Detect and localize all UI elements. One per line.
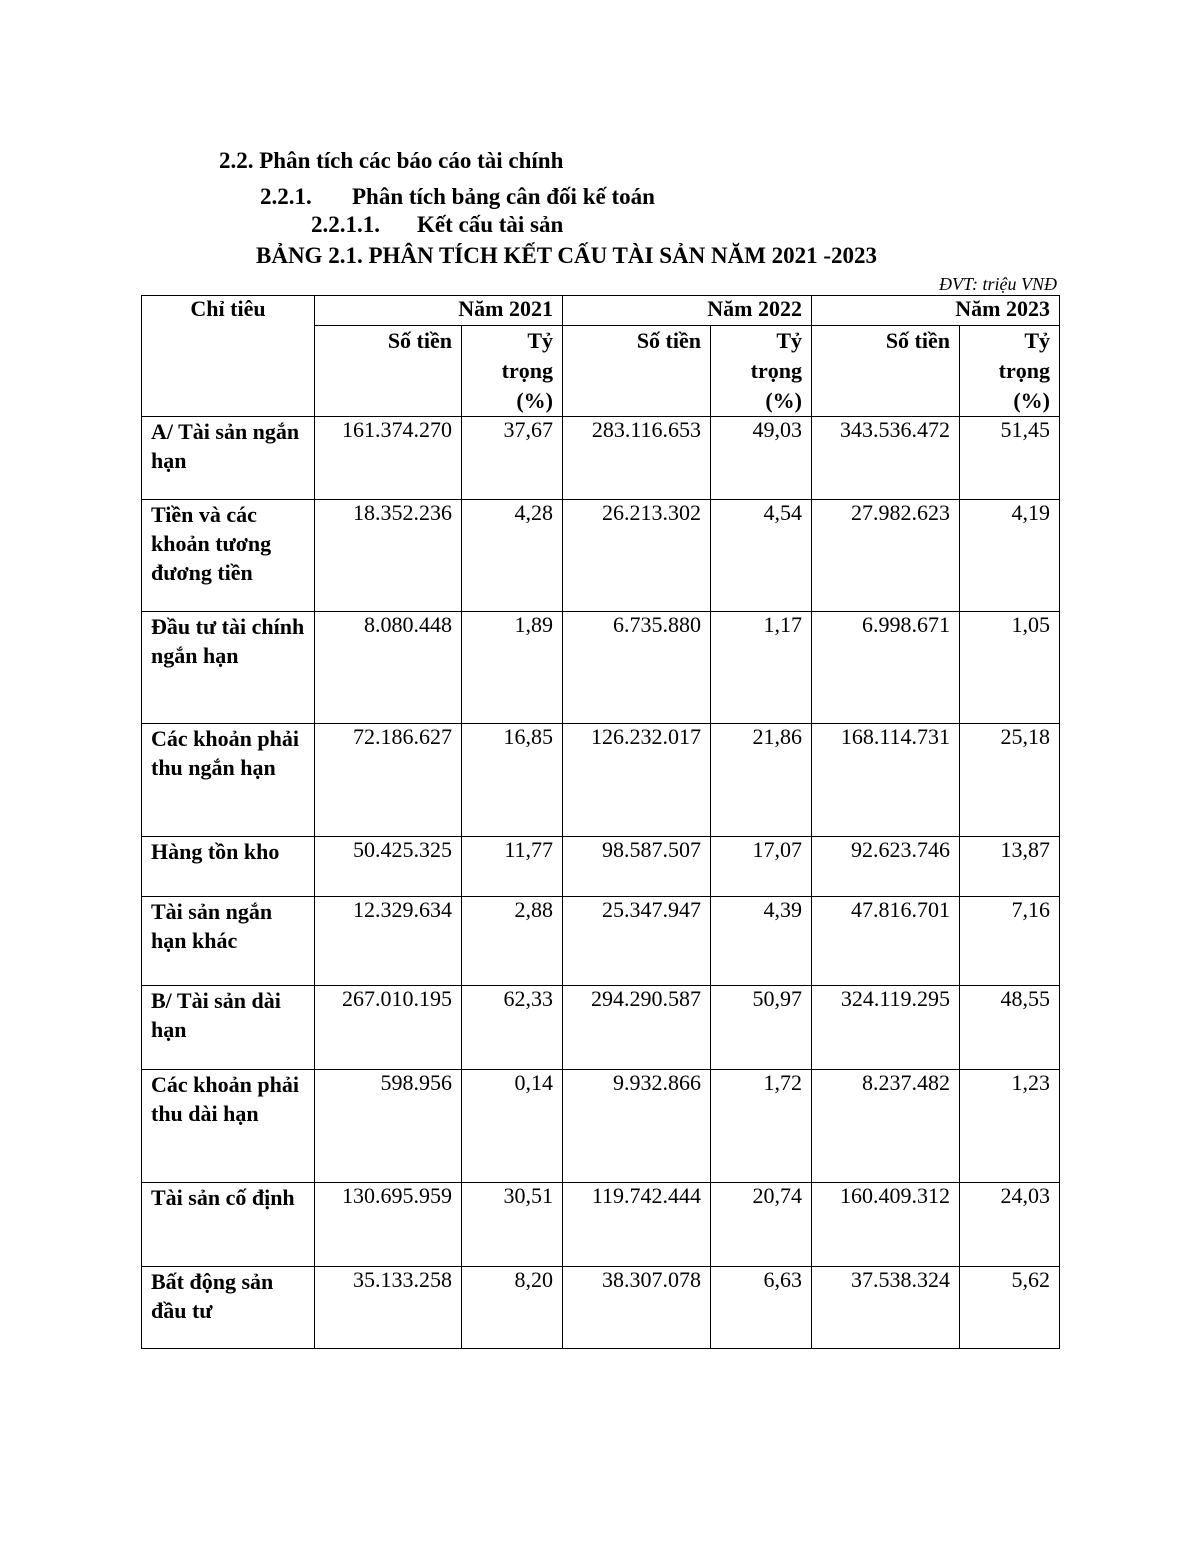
ratio-cell: 8,20: [462, 1267, 563, 1349]
ratio-cell: 11,77: [462, 837, 563, 897]
amount-cell: 119.742.444: [563, 1183, 711, 1267]
header-ratio-line: trọng: [998, 358, 1050, 383]
table-title: BẢNG 2.1. PHÂN TÍCH KẾT CẤU TÀI SẢN NĂM 2021 -2023: [256, 243, 878, 268]
amount-cell: 161.374.270: [315, 417, 462, 500]
ratio-cell: 1,89: [462, 612, 563, 724]
ratio-cell: 20,74: [711, 1183, 812, 1267]
ratio-cell: 21,86: [711, 724, 812, 837]
amount-cell: 38.307.078: [563, 1267, 711, 1349]
header-amount: Số tiền: [563, 326, 711, 417]
ratio-cell: 51,45: [960, 417, 1060, 500]
header-ratio-line: (%): [516, 388, 553, 413]
table-row: [142, 417, 1060, 500]
unit-note: ĐVT: triệu VNĐ: [938, 274, 1057, 294]
table-row: [142, 986, 1060, 1070]
subsection-heading: [260, 184, 655, 210]
ratio-cell: 6,63: [711, 1267, 812, 1349]
header-amount: Số tiền: [812, 326, 960, 417]
amount-cell: 8.237.482: [812, 1070, 960, 1183]
amount-cell: 126.232.017: [563, 724, 711, 837]
table-row: [142, 897, 1060, 986]
amount-cell: 72.186.627: [315, 724, 462, 837]
ratio-cell: 1,23: [960, 1070, 1060, 1183]
amount-cell: 160.409.312: [812, 1183, 960, 1267]
amount-cell: 98.587.507: [563, 837, 711, 897]
header-ratio-line: (%): [765, 388, 802, 413]
header-ratio: [711, 326, 812, 417]
header-ratio-line: (%): [1013, 388, 1050, 413]
amount-cell: 267.010.195: [315, 986, 462, 1070]
ratio-cell: 4,54: [711, 500, 812, 612]
ratio-cell: 50,97: [711, 986, 812, 1070]
header-ratio: [462, 326, 563, 417]
amount-cell: 25.347.947: [563, 897, 711, 986]
amount-cell: 8.080.448: [315, 612, 462, 724]
ratio-cell: 1,72: [711, 1070, 812, 1183]
amount-cell: 168.114.731: [812, 724, 960, 837]
header-amount: Số tiền: [315, 326, 462, 417]
table-body: [142, 417, 1060, 1349]
amount-cell: 26.213.302: [563, 500, 711, 612]
row-label: Các khoản phải thu ngắn hạn: [142, 724, 315, 837]
ratio-cell: 37,67: [462, 417, 563, 500]
row-label: Bất động sản đầu tư: [142, 1267, 315, 1349]
header-ratio-line: Tỷ: [527, 328, 553, 353]
amount-cell: 130.695.959: [315, 1183, 462, 1267]
row-label: Tiền và các khoản tương đương tiền: [142, 500, 315, 612]
ratio-cell: 4,39: [711, 897, 812, 986]
ratio-cell: 7,16: [960, 897, 1060, 986]
header-year-2022: Năm 2022: [563, 296, 812, 326]
amount-cell: 9.932.866: [563, 1070, 711, 1183]
ratio-cell: 48,55: [960, 986, 1060, 1070]
amount-cell: 12.329.634: [315, 897, 462, 986]
row-label: A/ Tài sản ngắn hạn: [142, 417, 315, 500]
amount-cell: 283.116.653: [563, 417, 711, 500]
header-ratio-line: Tỷ: [1024, 328, 1050, 353]
amount-cell: 6.998.671: [812, 612, 960, 724]
table-row: [142, 724, 1060, 837]
amount-cell: 35.133.258: [315, 1267, 462, 1349]
ratio-cell: 2,88: [462, 897, 563, 986]
ratio-cell: 13,87: [960, 837, 1060, 897]
asset-structure-table: [141, 295, 1060, 1349]
amount-cell: 18.352.236: [315, 500, 462, 612]
subsubsection-number: 2.2.1.1.: [311, 212, 380, 237]
table-row: [142, 500, 1060, 612]
amount-cell: 598.956: [315, 1070, 462, 1183]
header-ratio-line: Tỷ: [776, 328, 802, 353]
table-row: [142, 1267, 1060, 1349]
row-label: Hàng tồn kho: [142, 837, 315, 897]
ratio-cell: 4,28: [462, 500, 563, 612]
table-row: [142, 837, 1060, 897]
ratio-cell: 0,14: [462, 1070, 563, 1183]
ratio-cell: 25,18: [960, 724, 1060, 837]
ratio-cell: 1,17: [711, 612, 812, 724]
subsection-number: 2.2.1.: [260, 184, 312, 209]
ratio-cell: 24,03: [960, 1183, 1060, 1267]
subsubsection-heading: [311, 212, 563, 238]
ratio-cell: 1,05: [960, 612, 1060, 724]
amount-cell: 294.290.587: [563, 986, 711, 1070]
amount-cell: 37.538.324: [812, 1267, 960, 1349]
header-year-2023: Năm 2023: [812, 296, 1060, 326]
amount-cell: 27.982.623: [812, 500, 960, 612]
amount-cell: 50.425.325: [315, 837, 462, 897]
amount-cell: 47.816.701: [812, 897, 960, 986]
section-heading: 2.2. Phân tích các báo cáo tài chính: [219, 148, 564, 173]
table-row: [142, 1070, 1060, 1183]
row-label: Đầu tư tài chính ngắn hạn: [142, 612, 315, 724]
table-row: [142, 1183, 1060, 1267]
amount-cell: 324.119.295: [812, 986, 960, 1070]
header-chi-tieu: Chỉ tiêu: [142, 296, 315, 417]
header-year-2021: Năm 2021: [315, 296, 563, 326]
amount-cell: 92.623.746: [812, 837, 960, 897]
subsubsection-text: Kết cấu tài sản: [417, 212, 564, 237]
ratio-cell: 16,85: [462, 724, 563, 837]
amount-cell: 6.735.880: [563, 612, 711, 724]
ratio-cell: 49,03: [711, 417, 812, 500]
ratio-cell: 5,62: [960, 1267, 1060, 1349]
amount-cell: 343.536.472: [812, 417, 960, 500]
ratio-cell: 30,51: [462, 1183, 563, 1267]
header-ratio-line: trọng: [750, 358, 802, 383]
ratio-cell: 4,19: [960, 500, 1060, 612]
header-ratio-line: trọng: [501, 358, 553, 383]
header-ratio: [960, 326, 1060, 417]
row-label: B/ Tài sản dài hạn: [142, 986, 315, 1070]
ratio-cell: 17,07: [711, 837, 812, 897]
table-row: [142, 612, 1060, 724]
subsection-text: Phân tích bảng cân đối kế toán: [352, 184, 655, 209]
row-label: Tài sản ngắn hạn khác: [142, 897, 315, 986]
ratio-cell: 62,33: [462, 986, 563, 1070]
row-label: Các khoản phải thu dài hạn: [142, 1070, 315, 1183]
row-label: Tài sản cố định: [142, 1183, 315, 1267]
